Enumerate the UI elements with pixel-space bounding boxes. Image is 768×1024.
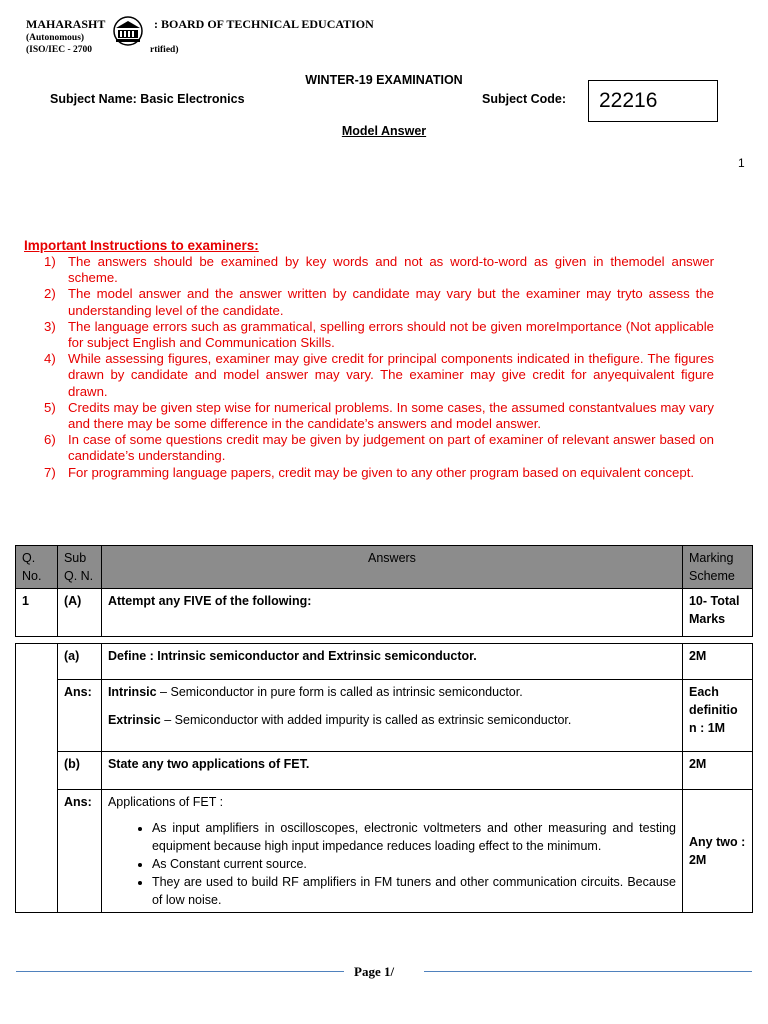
cell-subq: (a)	[57, 644, 101, 680]
instruction-number: 4)	[44, 351, 56, 367]
page-number-top: 1	[738, 156, 745, 170]
footer-divider-left	[16, 971, 344, 972]
table-row	[16, 680, 753, 752]
table-row	[16, 752, 753, 790]
cell-marks: Each definitio n : 1M	[682, 680, 752, 752]
table-row	[16, 790, 753, 913]
cell-subq: (A)	[57, 589, 101, 637]
instruction-text: For programming language papers, credit may be given to any other program based on equivalent concept.	[68, 464, 695, 480]
cell-subq: Ans:	[57, 680, 101, 752]
cell-answer	[101, 680, 682, 752]
list-item: • As input amplifiers in oscilloscopes, electronic voltmeters and other measuring and testing equipment because high input impedance reduces loading effect to the minimum.	[152, 819, 676, 855]
header-answers: Answers	[101, 546, 682, 589]
answer-table	[15, 545, 753, 913]
iso-label-left: (ISO/IEC - 2700	[26, 45, 92, 55]
subject-code-label: Subject Code:	[482, 92, 567, 106]
spacer-cell	[16, 637, 753, 644]
instruction-item	[24, 400, 714, 432]
instruction-item	[24, 319, 714, 351]
fet-intro: Applications of FET :	[107, 795, 224, 809]
cell-marks: 2M	[682, 644, 752, 680]
cell-answer: State any two applications of FET.	[101, 752, 682, 790]
intrinsic-term: Intrinsic	[107, 685, 157, 699]
footer-divider-right	[424, 971, 752, 972]
page-footer: Page 1/	[354, 964, 395, 979]
instruction-text: In case of some questions credit may be given by judgement on part of examiner of relevant answer based on candidate’s understanding.	[68, 432, 714, 464]
board-name-right: : BOARD OF TECHNICAL EDUCATION	[154, 17, 374, 31]
table-row	[16, 644, 753, 680]
cell-subq: (b)	[57, 752, 101, 790]
table-header-row	[16, 546, 753, 589]
cell-answer	[101, 790, 682, 913]
instruction-number: 5)	[44, 399, 56, 415]
extrinsic-text: – Semiconductor with added impurity is called as extrinsic semiconductor.	[160, 713, 572, 727]
intrinsic-definition	[108, 683, 676, 701]
instruction-text: The model answer and the answer written by candidate may vary but the examiner may tryto assess the understanding level of the candidate.	[68, 286, 714, 318]
instruction-number: 3)	[44, 318, 56, 334]
fet-applications-list	[108, 819, 676, 909]
header-subq: Sub Q. N.	[57, 546, 101, 589]
instructions-list	[24, 254, 714, 481]
instruction-item	[24, 465, 714, 481]
cell-qno: 1	[16, 589, 58, 637]
instruction-text: The answers should be examined by key words and not as word-to-word as given in themodel answer scheme.	[68, 254, 714, 286]
instruction-number: 1)	[44, 254, 56, 269]
iso-label-right: rtified)	[150, 45, 179, 55]
cell-answer: Attempt any FIVE of the following:	[101, 589, 682, 637]
instruction-text: Credits may be given step wise for numerical problems. In some cases, the assumed constantvalues may vary and there may be some difference in the candidate’s answers and model answer.	[68, 399, 714, 432]
cell-marks: 10- Total Marks	[682, 589, 752, 637]
instruction-item	[24, 254, 714, 286]
instruction-item	[24, 286, 714, 318]
exam-title: WINTER-19 EXAMINATION	[305, 73, 463, 87]
cell-marks: Any two : 2M	[682, 790, 752, 913]
table-row	[16, 589, 753, 637]
cell-marks: 2M	[682, 752, 752, 790]
cell-subq: Ans:	[57, 790, 101, 913]
instruction-number: 7)	[44, 464, 56, 480]
instruction-item	[24, 351, 714, 400]
list-item: • As Constant current source.	[152, 855, 676, 873]
subject-name: Subject Name: Basic Electronics	[50, 92, 245, 106]
instructions-title: Important Instructions to examiners:	[24, 238, 259, 253]
instruction-number: 2)	[44, 286, 56, 302]
board-name-left: MAHARASHT	[26, 17, 106, 31]
table-spacer-row	[16, 637, 753, 644]
autonomous-label: (Autonomous)	[26, 33, 85, 43]
extrinsic-definition	[108, 711, 676, 729]
subject-code-box: 22216	[588, 80, 718, 122]
cell-answer: Define : Intrinsic semiconductor and Extrinsic semiconductor.	[101, 644, 682, 680]
header-qno: Q. No.	[16, 546, 58, 589]
intrinsic-text: – Semiconductor in pure form is called as intrinsic semiconductor.	[156, 685, 523, 699]
list-item: • They are used to build RF amplifiers in FM tuners and other communication circuits. Because of low noise.	[152, 873, 676, 909]
board-logo-icon	[108, 16, 148, 48]
header-marking: Marking Scheme	[682, 546, 752, 589]
instruction-number: 6)	[44, 432, 56, 448]
extrinsic-term: Extrinsic	[107, 713, 161, 727]
instruction-text: While assessing figures, examiner may give credit for principal components indicated in thefigure. The figures drawn by candidate and model answer may vary. The examiner may give credit for anyequivalent figure drawn.	[68, 351, 714, 399]
instruction-text: The language errors such as grammatical, spelling errors should not be given moreImportance (Not applicable for subject English and Communication Skills.	[68, 318, 714, 351]
cell-qno-empty	[16, 644, 58, 913]
model-answer-heading: Model Answer	[341, 124, 427, 138]
instruction-item	[24, 432, 714, 464]
